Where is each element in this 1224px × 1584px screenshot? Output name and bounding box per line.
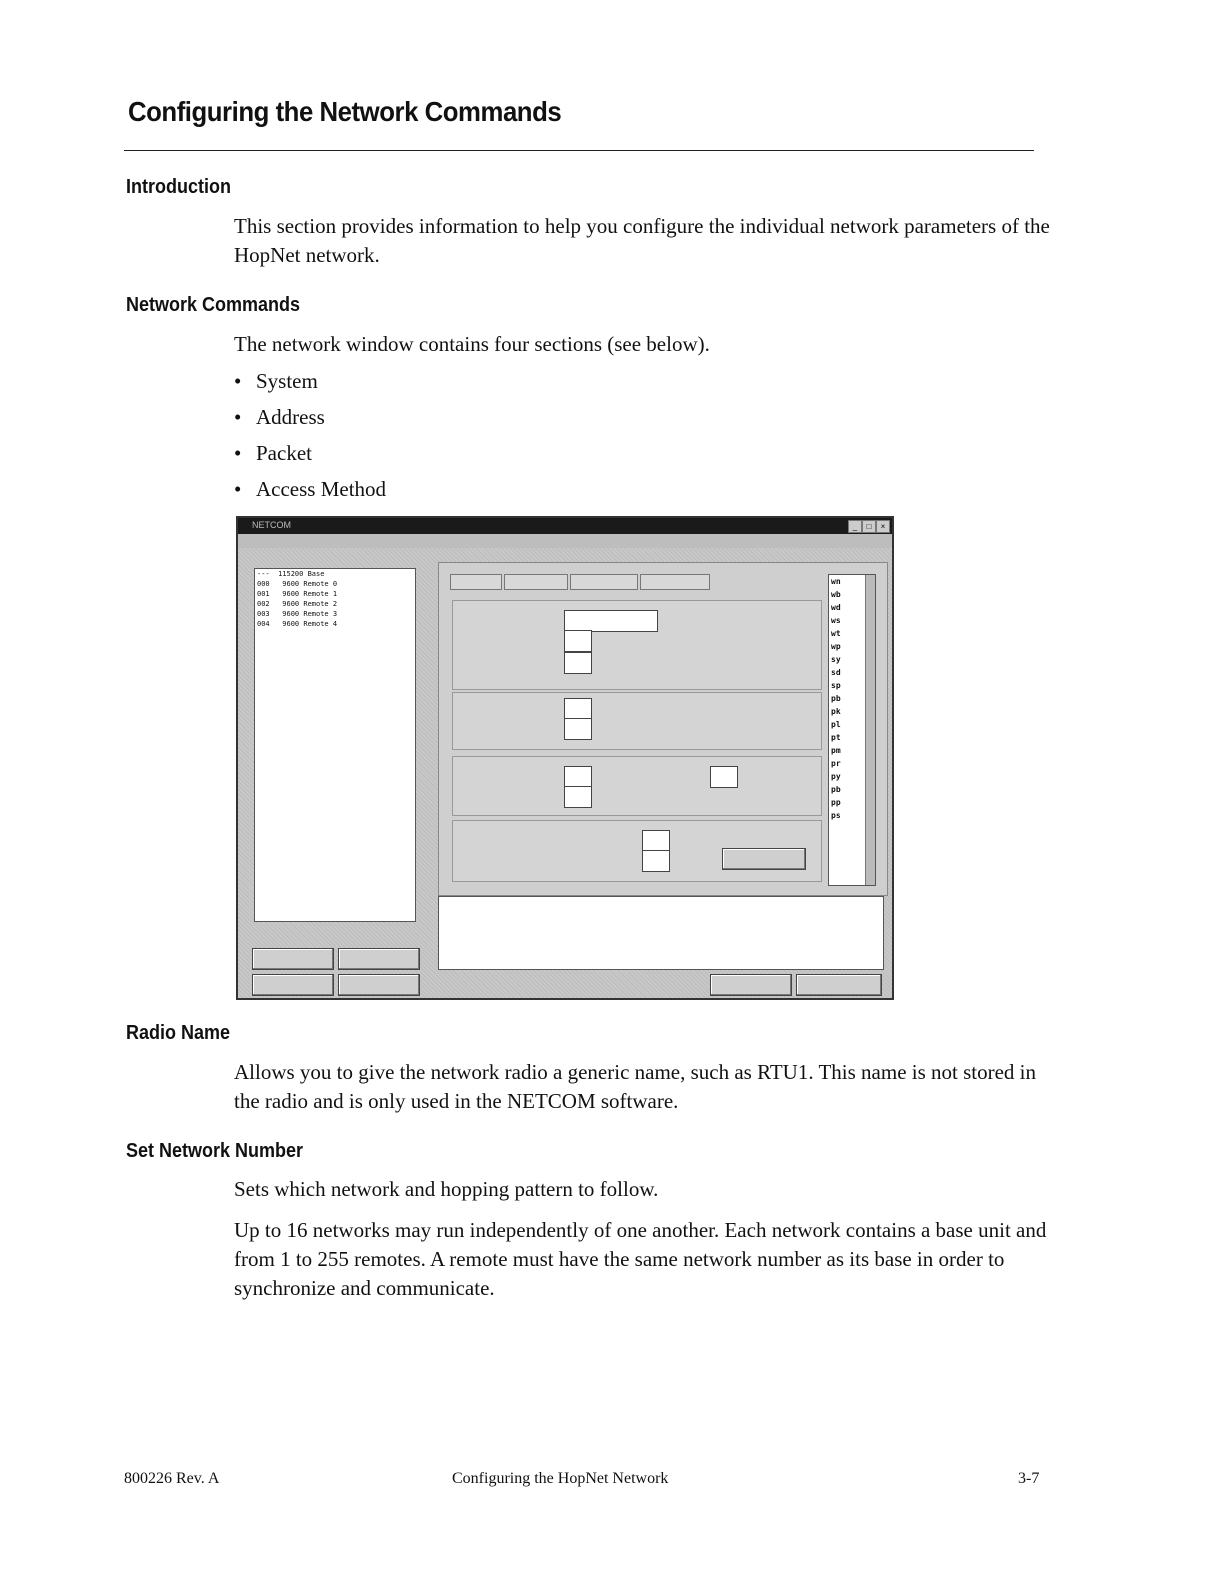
radio-name-text: Allows you to give the network radio a generic name, such as RTU1. This name is not stored in the radio and is only used in the NETCOM software. [234,1060,1037,1113]
minimize-icon[interactable]: _ [848,520,862,533]
list-item[interactable]: 001 9600 Remote 1 [257,590,338,598]
title-divider [124,150,1034,151]
set-network-number-heading: Set Network Number [126,1140,304,1162]
list-item[interactable]: --- 115200 Base [257,570,325,578]
scrollbar[interactable] [865,575,875,885]
list-item[interactable]: sp [831,681,841,690]
list-item: • Packet [234,441,312,465]
list-item[interactable]: pm [831,746,841,755]
factory-defaults-button[interactable] [796,974,882,996]
footer-doc-number: 800226 Rev. A [124,1470,220,1487]
list-item[interactable]: 003 9600 Remote 3 [257,610,338,618]
list-item[interactable]: pr [831,759,841,768]
list-item[interactable]: 002 9600 Remote 2 [257,600,338,608]
list-item[interactable]: wd [831,603,841,612]
tab-1[interactable] [450,574,502,590]
network-number-field[interactable] [564,630,592,652]
set-network-number-text-1: Sets which network and hopping pattern to follow. [234,1177,659,1201]
set-network-number-text-2: Up to 16 networks may run independently of one another. Each network contains a base unit and from 1 to 255 remotes. A remote must have the same network number as its base in order to synchronize and communicate. [234,1218,1047,1300]
list-item[interactable]: 000 9600 Remote 0 [257,580,338,588]
remote-list[interactable] [254,568,416,922]
list-item[interactable]: pb [831,785,841,794]
list-item[interactable]: wt [831,629,841,638]
output-box [438,896,884,970]
list-item[interactable]: sd [831,668,841,677]
network-commands-text: The network window contains four sections (see below). [234,332,710,356]
configure-tdma-button[interactable] [722,848,806,870]
page-title: Configuring the Network Commands [128,96,562,127]
screenshot-button-3[interactable] [252,974,334,996]
tab-2[interactable] [504,574,568,590]
access-field-1[interactable] [642,830,670,852]
command-list[interactable] [828,574,876,886]
list-item[interactable]: pk [831,707,841,716]
list-item[interactable]: pl [831,720,841,729]
packet-field-3[interactable] [710,766,738,788]
packet-field-1[interactable] [564,766,592,788]
screenshot-button-2[interactable] [338,948,420,970]
radio-name-field[interactable] [564,610,658,632]
maximize-icon[interactable]: □ [862,520,876,533]
packet-field-2[interactable] [564,786,592,808]
radio-name-heading: Radio Name [126,1022,231,1044]
network-window-screenshot [236,516,894,1000]
address-field-2[interactable] [564,718,592,740]
packet-group [452,756,822,816]
close-icon[interactable]: × [876,520,890,533]
screenshot-button-1[interactable] [252,948,334,970]
list-item[interactable]: ws [831,616,841,625]
window-titlebar: NETCOM _ □ × [238,518,892,534]
screenshot-button-4[interactable] [338,974,420,996]
download-button[interactable] [710,974,792,996]
network-commands-heading: Network Commands [126,294,301,316]
list-item[interactable]: pt [831,733,841,742]
list-item: • Address [234,405,325,429]
system-field[interactable] [564,652,592,674]
window-menubar [238,534,892,548]
footer-page-number: 3-7 [1018,1470,1040,1487]
list-item[interactable]: pb [831,694,841,703]
introduction-heading: Introduction [126,176,231,198]
list-item[interactable]: sy [831,655,841,664]
list-item: • System [234,369,318,393]
address-field-1[interactable] [564,698,592,720]
tab-3[interactable] [570,574,638,590]
list-item[interactable]: pp [831,798,841,807]
address-group [452,692,822,750]
footer-chapter-title: Configuring the HopNet Network [452,1470,669,1487]
introduction-text: This section provides information to help you configure the individual network parameters of the HopNet network. [234,214,1050,267]
list-item[interactable]: py [831,772,841,781]
list-item[interactable]: wn [831,577,841,586]
list-item[interactable]: wb [831,590,841,599]
list-item[interactable]: ps [831,811,841,820]
list-item[interactable]: wp [831,642,841,651]
list-item[interactable]: 004 9600 Remote 4 [257,620,338,628]
list-item: • Access Method [234,477,387,501]
tab-4[interactable] [640,574,710,590]
sections-list [234,366,386,510]
access-field-2[interactable] [642,850,670,872]
